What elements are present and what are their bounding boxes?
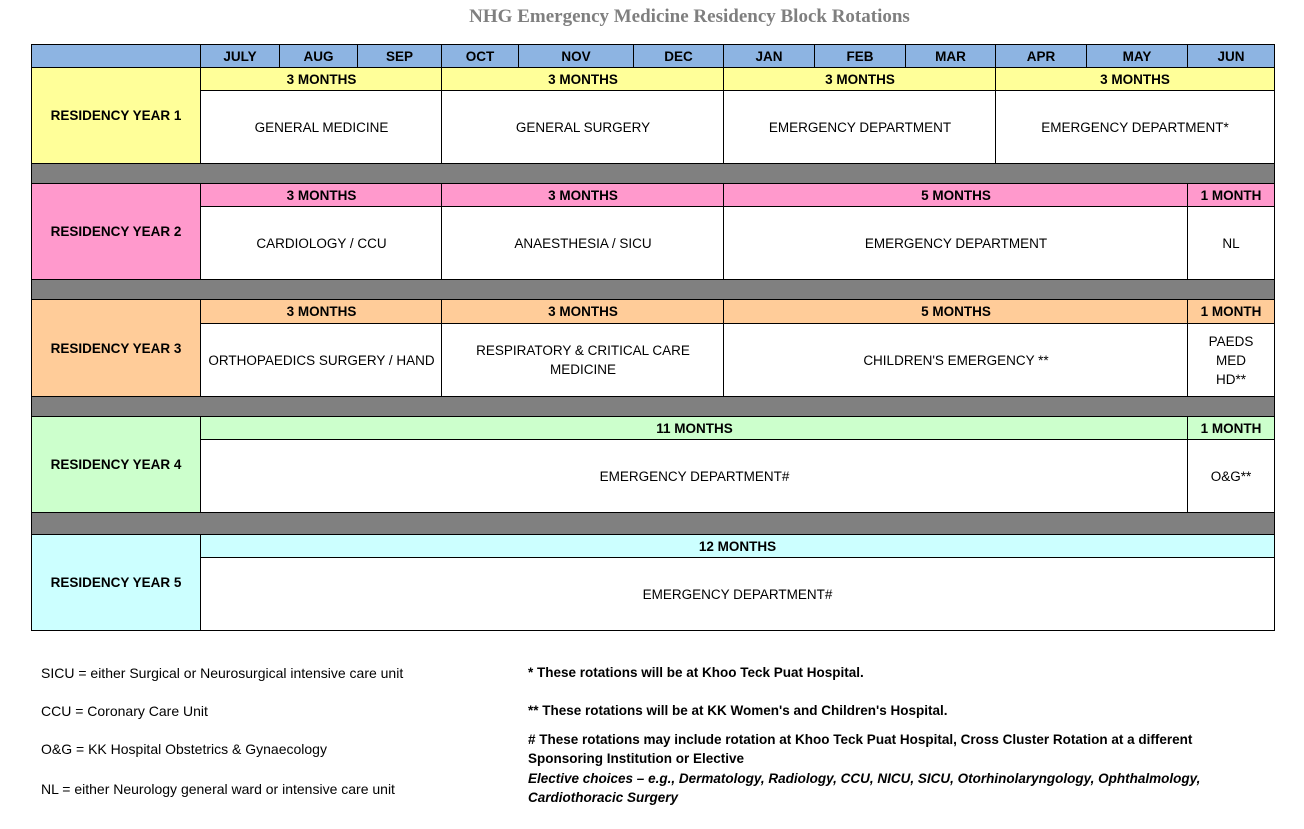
cell-divider: [441, 184, 442, 279]
rotation-cell: CHILDREN'S EMERGENCY **: [863, 352, 1049, 368]
duration-label: 3 MONTHS: [548, 304, 618, 319]
rotation-line: MEDICINE: [549, 362, 616, 377]
abbreviation-note: CCU = Coronary Care Unit: [41, 703, 208, 719]
residency-year-label: RESIDENCY YEAR 3: [32, 300, 201, 396]
cell-divider: [723, 300, 724, 396]
cell-divider: [441, 68, 442, 163]
duration-label: 3 MONTHS: [286, 71, 357, 87]
elective-choices: Cardiothoracic Surgery: [528, 790, 679, 805]
month-header: APR: [996, 45, 1087, 68]
duration-label: 3 MONTHS: [548, 71, 618, 87]
cell-divider: [1187, 417, 1188, 512]
rotation-cell: GENERAL MEDICINE: [254, 119, 389, 135]
rotation-cell: ANAESTHESIA / SICU: [514, 235, 652, 251]
rotation-line: PAEDS: [1208, 333, 1254, 349]
duration-label: 12 MONTHS: [698, 538, 777, 554]
month-header: NOV: [519, 45, 634, 68]
rotation-line: HD**: [1215, 371, 1246, 387]
year-separator: [32, 279, 1274, 300]
month-header: OCT: [442, 45, 519, 68]
elective-choices: Elective choices – e.g., Dermatology, Radiology, CCU, NICU, SICU, Otorhinolaryngology, Ophthalmology,: [528, 771, 1201, 786]
rotation-cell: EMERGENCY DEPARTMENT#: [642, 586, 833, 602]
rotation-cell: O&G**: [1210, 468, 1252, 484]
rotation-cell: EMERGENCY DEPARTMENT*: [1041, 119, 1229, 135]
month-header: AUG: [280, 45, 358, 68]
footnote-double-star: ** These rotations will be at KK Women's and Children's Hospital.: [528, 703, 948, 718]
rotation-cell: EMERGENCY DEPARTMENT: [864, 235, 1048, 251]
duration-label: 3 MONTHS: [825, 71, 895, 87]
duration-label: 11 MONTHS: [656, 420, 733, 436]
rotation-cell: ORTHOPAEDICS SURGERY / HAND: [208, 352, 435, 368]
residency-year-label: RESIDENCY YEAR 4: [32, 417, 201, 512]
rotation-cell: [442, 324, 724, 396]
abbreviation-note: NL = either Neurology general ward or intensive care unit: [41, 781, 395, 797]
residency-year-label: RESIDENCY YEAR 5: [32, 535, 201, 630]
month-header: DEC: [634, 45, 724, 68]
rotation-cell: [1188, 324, 1274, 396]
cell-divider: [995, 68, 996, 163]
duration-label: 5 MONTHS: [921, 187, 991, 203]
duration-label: 1 MONTH: [1200, 420, 1262, 436]
rotation-cell: NL: [1222, 235, 1240, 251]
rotation-cell: EMERGENCY DEPARTMENT: [768, 119, 952, 135]
month-header: MAR: [906, 45, 996, 68]
duration-label: 3 MONTHS: [1100, 71, 1170, 87]
rotation-line: RESPIRATORY & CRITICAL CARE: [476, 343, 690, 358]
footnote-single-star: * These rotations will be at Khoo Teck Puat Hospital.: [528, 665, 864, 680]
rotation-cell: EMERGENCY DEPARTMENT#: [599, 468, 790, 484]
rotation-table: [31, 44, 1275, 631]
month-header: JUN: [1188, 45, 1274, 68]
month-header: JAN: [724, 45, 815, 68]
duration-label: 1 MONTH: [1200, 187, 1262, 203]
month-header: JULY: [201, 45, 280, 68]
residency-year-label: RESIDENCY YEAR 1: [32, 68, 201, 163]
year-separator: [32, 163, 1274, 184]
rotation-line: MED: [1216, 352, 1246, 368]
cell-divider: [1187, 184, 1188, 279]
year-separator: [32, 396, 1274, 417]
duration-label: 1 MONTH: [1200, 304, 1262, 319]
abbreviation-note: SICU = either Surgical or Neurosurgical intensive care unit: [41, 665, 404, 681]
month-header: SEP: [358, 45, 442, 68]
cell-divider: [723, 184, 724, 279]
rotation-cell: CARDIOLOGY / CCU: [256, 235, 387, 251]
footnote-hash: Sponsoring Institution or Elective: [528, 751, 745, 766]
month-header: MAY: [1087, 45, 1188, 68]
cell-divider: [1187, 300, 1188, 396]
abbreviation-note: O&G = KK Hospital Obstetrics & Gynaecology: [41, 741, 327, 757]
cell-divider: [441, 300, 442, 396]
footnote-hash: # These rotations may include rotation at Khoo Teck Puat Hospital, Cross Cluster Rotation at a different: [528, 732, 1193, 747]
duration-label: 3 MONTHS: [286, 187, 357, 203]
month-header: FEB: [815, 45, 906, 68]
page-title: NHG Emergency Medicine Residency Block Rotations: [469, 6, 910, 27]
duration-label: 3 MONTHS: [286, 304, 357, 319]
residency-year-label: RESIDENCY YEAR 2: [32, 184, 201, 279]
duration-label: 5 MONTHS: [921, 304, 991, 319]
header-corner: [32, 45, 201, 68]
year-separator: [32, 512, 1274, 535]
cell-divider: [723, 68, 724, 163]
duration-label: 3 MONTHS: [548, 187, 618, 203]
rotation-cell: GENERAL SURGERY: [515, 119, 651, 135]
